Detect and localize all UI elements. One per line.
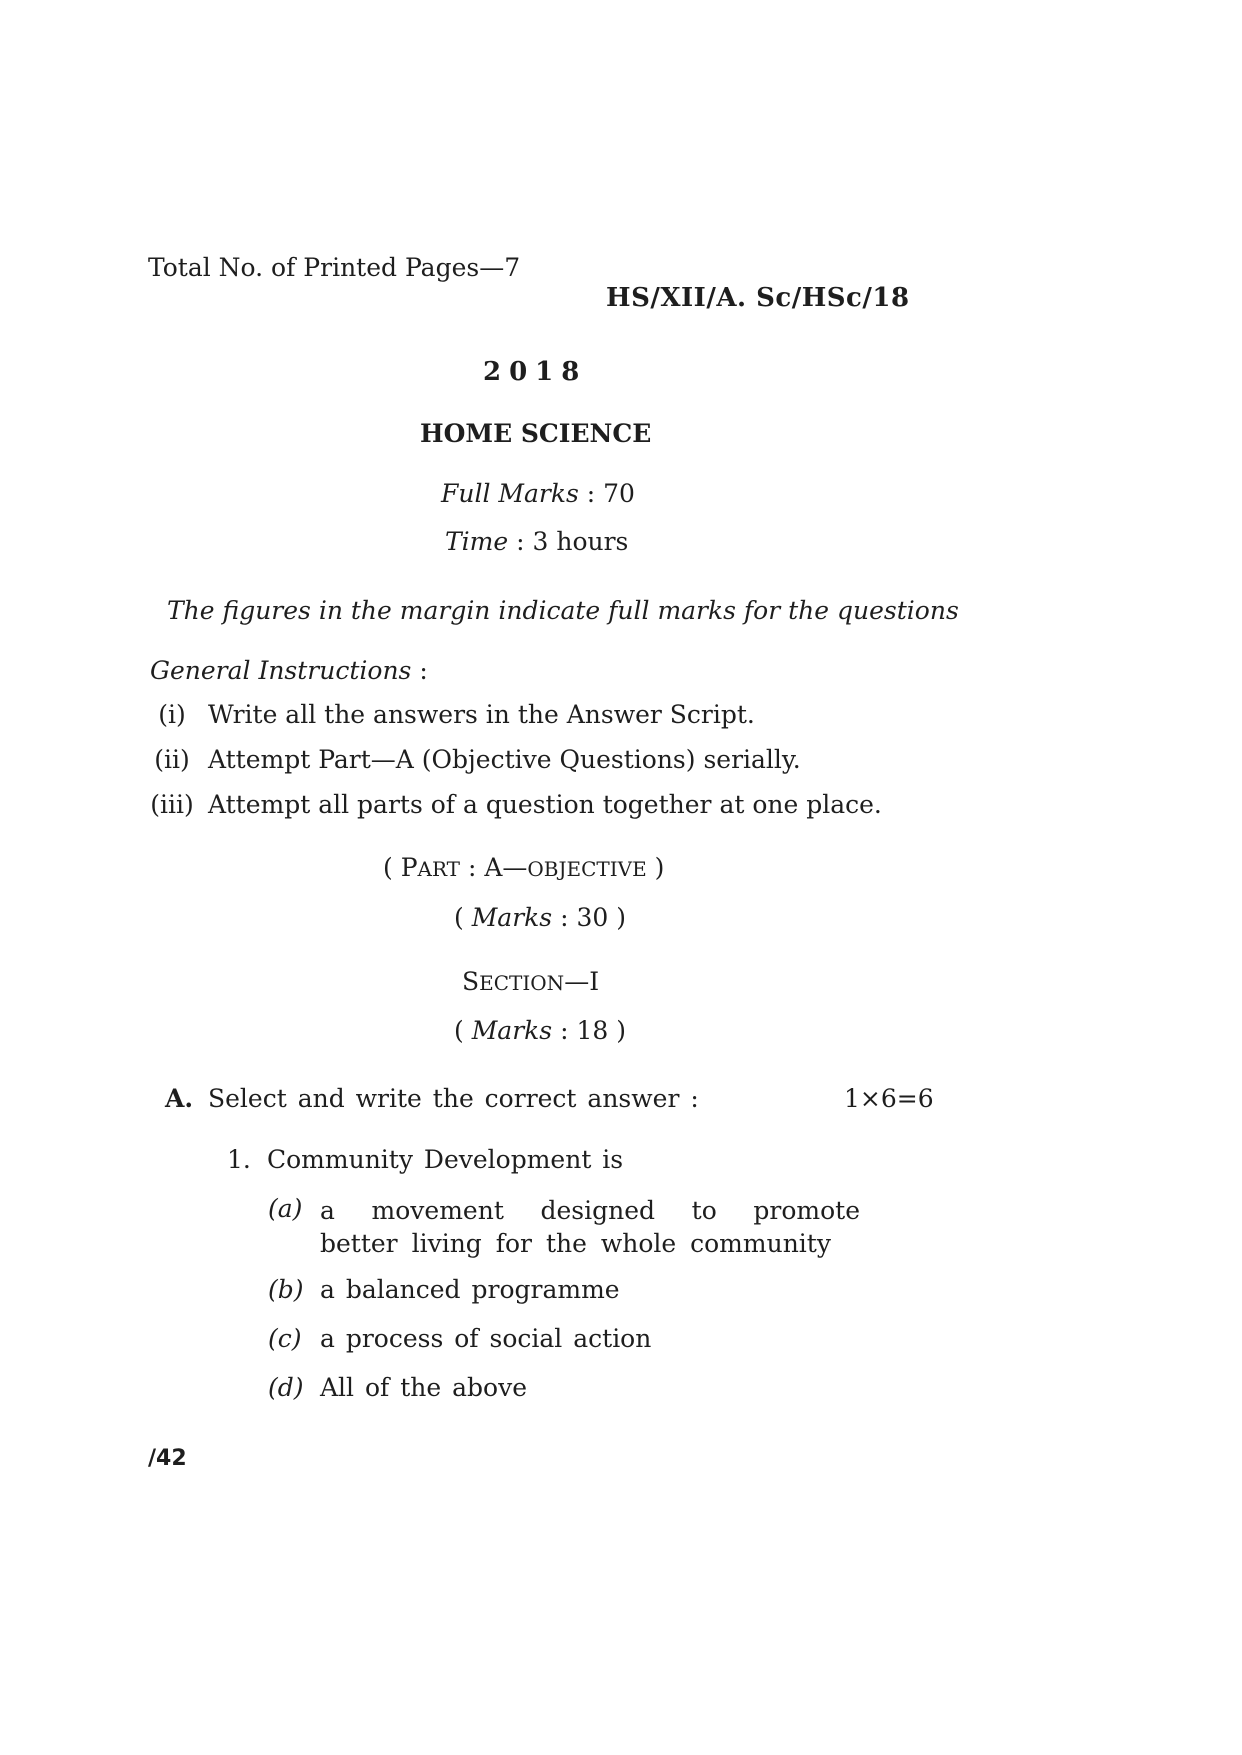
part-marks bbox=[454, 903, 626, 932]
printed-pages-count: Total No. of Printed Pages—7 bbox=[148, 253, 521, 282]
option-text: a movement designed to promote better living for the whole community bbox=[320, 1196, 860, 1258]
question-number: 1. bbox=[227, 1145, 251, 1174]
option-label: (c) bbox=[268, 1324, 302, 1353]
option-text: a process of social action bbox=[320, 1324, 652, 1353]
part-close-paren: ) bbox=[646, 853, 665, 882]
option-label: (a) bbox=[268, 1194, 303, 1223]
exam-year: 2018 bbox=[483, 357, 588, 387]
question-text: Community Development is bbox=[267, 1145, 624, 1174]
section-heading bbox=[462, 967, 599, 996]
section-marks-value: : 18 ) bbox=[552, 1016, 626, 1045]
instruction-text: Attempt Part—A (Objective Questions) serially. bbox=[208, 745, 801, 774]
paper-code: HS/XII/A. Sc/HSc/18 bbox=[606, 283, 910, 313]
section-marks-label: Marks bbox=[471, 1016, 553, 1045]
part-middle: : A— bbox=[460, 853, 528, 882]
question-block-instruction: Select and write the correct answer : bbox=[208, 1084, 699, 1113]
option-text: All of the above bbox=[320, 1373, 528, 1402]
full-marks-label: Full Marks bbox=[441, 479, 579, 508]
instruction-number: (ii) bbox=[154, 745, 190, 774]
part-open-paren: ( bbox=[383, 853, 401, 882]
instruction-number: (i) bbox=[158, 700, 186, 729]
option-label: (b) bbox=[268, 1275, 304, 1304]
question-block-label: A. bbox=[165, 1084, 194, 1113]
time-value: : 3 hours bbox=[508, 527, 629, 556]
part-rest: ART bbox=[417, 857, 461, 881]
full-marks bbox=[441, 479, 635, 508]
time-label: Time bbox=[445, 527, 509, 556]
part-cap: P bbox=[400, 853, 418, 882]
part-objective: OBJECTIVE bbox=[527, 857, 647, 881]
part-heading bbox=[383, 853, 664, 882]
part-marks-value: : 30 ) bbox=[552, 903, 626, 932]
section-rest: ECTION bbox=[479, 971, 565, 995]
section-cap: S bbox=[462, 967, 480, 996]
option-label: (d) bbox=[268, 1373, 304, 1402]
section-suffix: —I bbox=[564, 967, 600, 996]
option-text: a balanced programme bbox=[320, 1275, 620, 1304]
subject-title: HOME SCIENCE bbox=[420, 419, 652, 448]
part-marks-label: Marks bbox=[471, 903, 553, 932]
question-block-marks: 1×6=6 bbox=[844, 1084, 934, 1113]
part-marks-open: ( bbox=[454, 903, 472, 932]
section-marks bbox=[454, 1016, 626, 1045]
exam-time bbox=[445, 527, 628, 556]
general-instructions-label: General Instructions bbox=[150, 656, 412, 685]
general-instructions-heading bbox=[150, 656, 428, 685]
margin-note: The figures in the margin indicate full marks for the questions bbox=[167, 596, 959, 625]
instruction-text: Write all the answers in the Answer Script. bbox=[208, 700, 755, 729]
footer-code: /42 bbox=[148, 1446, 187, 1471]
instruction-text: Attempt all parts of a question together at one place. bbox=[208, 790, 882, 819]
instruction-number: (iii) bbox=[150, 790, 194, 819]
general-instructions-colon: : bbox=[411, 656, 428, 685]
full-marks-value: : 70 bbox=[578, 479, 635, 508]
section-marks-open: ( bbox=[454, 1016, 472, 1045]
